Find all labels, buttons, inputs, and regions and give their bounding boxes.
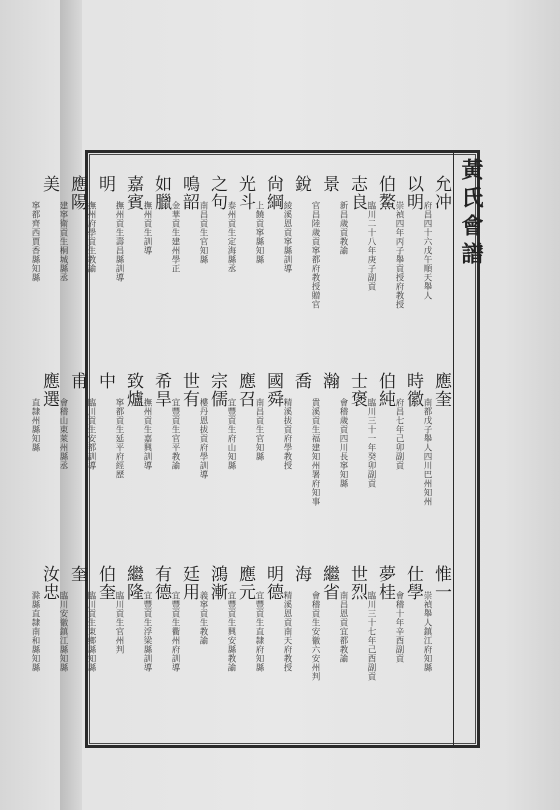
entry-name: 如臘: [151, 175, 171, 211]
register-entry: [86, 565, 114, 740]
entry-name: 應召: [235, 372, 255, 408]
entry-name: 光斗: [235, 175, 255, 211]
entry-description: 寧都貢生延平府經歷: [114, 398, 124, 479]
register-entry: [198, 565, 226, 740]
entry-description: 府昌四十六戊午順天舉人: [422, 201, 432, 300]
register-entry: [310, 565, 338, 740]
entry-description: 崇禎四年丙子舉貢授府教授: [394, 201, 404, 309]
entry-description: 撫州貢生壽昌縣訓導: [114, 201, 124, 282]
entry-description: 貴溪貢生福建知州署府知事: [310, 398, 320, 506]
register-entry: [366, 372, 394, 547]
entry-description: 精溪拔貢府學教授: [282, 398, 292, 470]
entry-name: 應元: [235, 565, 255, 601]
register-entry: [226, 372, 254, 547]
entry-name: 之句: [207, 175, 227, 211]
register-entry: [282, 372, 310, 547]
entry-description: 臨川二十八年庚子副貢: [366, 201, 376, 291]
register-entry: [338, 372, 366, 547]
entry-name: 夢桂: [375, 565, 395, 601]
register-entry: [86, 175, 114, 350]
entry-description: 臨川三十七年己酉副貢: [366, 591, 376, 681]
entry-name: 以明: [403, 175, 423, 211]
entry-name: 繼隆: [123, 565, 143, 601]
entry-name: 汝忠: [39, 565, 59, 601]
entry-name: 致爐: [123, 372, 143, 408]
entry-description: 崇禎舉人鎮江府知縣: [422, 591, 432, 672]
entry-description: 府昌七年己卯副貢: [394, 398, 404, 470]
entry-name: 鳴韶: [179, 175, 199, 211]
entry-description: 撫州貢生訓導: [142, 201, 152, 255]
entry-description: 南都戊子舉人四川巴州知州: [422, 398, 432, 506]
register-entry: [198, 372, 226, 547]
entry-name: 應奎: [431, 372, 451, 408]
entry-description: 會稽十年辛酉副貢: [394, 591, 404, 663]
entry-description: 南昌貢生官知縣: [198, 201, 208, 264]
entry-description: 新昌歲貢教諭: [338, 201, 348, 255]
entry-description: 寧都齊西賈香縣知縣: [30, 201, 40, 282]
entry-description: 宜豐貢生官平教諭: [170, 398, 180, 470]
register-entry: [422, 565, 450, 740]
entry-name: 世有: [179, 372, 199, 408]
entry-name: 奎: [67, 565, 87, 583]
register-entry: [170, 175, 198, 350]
entry-name: 喬: [291, 372, 311, 390]
register-tier-3: [30, 565, 451, 740]
entry-name: 銳: [291, 175, 311, 193]
register-entry: [170, 565, 198, 740]
entry-description: 臨川三十一年癸卯副貢: [366, 398, 376, 488]
entry-description: 泰州貢生定海縣丞: [226, 201, 236, 273]
entry-description: 南昌貢生官知縣: [254, 398, 264, 461]
entry-description: 會稽山東萊州縣丞: [58, 398, 68, 470]
entry-name: 伯奎: [95, 565, 115, 601]
register-entry: [58, 372, 86, 547]
entry-name: 甫: [67, 372, 87, 390]
register-entry: [58, 175, 86, 350]
entry-name: 繼省: [319, 565, 339, 601]
register-tier-2: [30, 372, 451, 547]
entry-name: 希旱: [151, 372, 171, 408]
register-entry: [142, 372, 170, 547]
register-entry: [114, 372, 142, 547]
entry-name: 尙綱: [263, 175, 283, 211]
register-entry: [394, 372, 422, 547]
register-entry: [254, 372, 282, 547]
spine-title: 黃氏會譜: [458, 158, 484, 270]
entry-name: 嘉賓: [123, 175, 143, 211]
register-entry: [422, 372, 450, 547]
register-entry: [310, 175, 338, 350]
entry-description: 宜豐貢生府山知縣: [226, 398, 236, 470]
entry-description: 撫州貢生嘉興訓導: [142, 398, 152, 470]
entry-name: 士褒: [347, 372, 367, 408]
entry-description: 臨川安徽鎮江縣知縣: [58, 591, 68, 672]
entry-description: 臨川貢生東鄉縣知縣: [86, 591, 96, 672]
entry-name: 美: [39, 175, 59, 193]
entry-name: 鴻漸: [207, 565, 227, 601]
register-entry: [114, 565, 142, 740]
entry-name: 時徽: [403, 372, 423, 408]
entry-name: 景: [319, 175, 339, 193]
entry-description: 官昌陸歲貢寧都府教授贈官: [310, 201, 320, 309]
entry-description: 臨川貢生安都訓導: [86, 398, 96, 470]
entry-name: 伯純: [375, 372, 395, 408]
entry-name: 惟一: [431, 565, 451, 601]
register-entry: [394, 175, 422, 350]
register-entry: [310, 372, 338, 547]
entry-name: 瀚: [319, 372, 339, 390]
entry-description: 撫州府學貢生教諭: [86, 201, 96, 273]
entry-name: 允冲: [431, 175, 451, 211]
register-entry: [170, 372, 198, 547]
entry-name: 應陽: [67, 175, 87, 211]
entry-name: 中: [95, 372, 115, 390]
register-entry: [142, 175, 170, 350]
entry-description: 宜豐貢生直隸府知縣: [254, 591, 264, 672]
register-entry: [338, 175, 366, 350]
entry-name: 國舜: [263, 372, 283, 408]
entry-description: 會稽貢生安徽六安州判: [310, 591, 320, 681]
register-entry: [226, 565, 254, 740]
entry-description: 綾溪恩貢寧縣訓導: [282, 201, 292, 273]
entry-description: 會稽歲貢四川長寧知縣: [338, 398, 348, 488]
entry-description: 宜豐貢生衢州府訓導: [170, 591, 180, 672]
register-entry: [226, 175, 254, 350]
register-entry: [30, 372, 58, 547]
entry-description: 義寧貢生教諭: [198, 591, 208, 645]
register-entry: [30, 175, 58, 350]
register-entry: [254, 565, 282, 740]
register-entry: [30, 565, 58, 740]
entry-description: 直隸州縣知縣: [30, 398, 40, 452]
register-entry: [422, 175, 450, 350]
register-entry: [338, 565, 366, 740]
entry-name: 有德: [151, 565, 171, 601]
entry-description: 上饒貢寧縣知縣: [254, 201, 264, 264]
entry-description: 宜豐貢生浮梁縣訓導: [142, 591, 152, 672]
entry-name: 世烈: [347, 565, 367, 601]
entry-name: 伯鰲: [375, 175, 395, 211]
register-tier-1: [30, 175, 451, 350]
entry-name: 廷用: [179, 565, 199, 601]
entry-name: 志良: [347, 175, 367, 211]
entry-description: 樓丹恩拔貢府學訓導: [198, 398, 208, 479]
entry-description: 精溪恩貢南天府教授: [282, 591, 292, 672]
entry-description: 滁縣直隸南和縣知縣: [30, 591, 40, 672]
entry-description: 南昌恩貢宜都教諭: [338, 591, 348, 663]
entry-name: 仕學: [403, 565, 423, 601]
entry-description: 建寧衛貢生桐城縣丞: [58, 201, 68, 282]
entry-name: 明德: [263, 565, 283, 601]
register-entry: [114, 175, 142, 350]
register-entry: [86, 372, 114, 547]
entry-name: 海: [291, 565, 311, 583]
register-entry: [142, 565, 170, 740]
entry-description: 宜豐貢生興安縣教諭: [226, 591, 236, 672]
entry-name: 明: [95, 175, 115, 193]
entry-description: 臨川貢生官州判: [114, 591, 124, 654]
register-entry: [366, 565, 394, 740]
entry-name: 應選: [39, 372, 59, 408]
register-entry: [198, 175, 226, 350]
entry-description: 金華貢生建州學正: [170, 201, 180, 273]
register-entry: [282, 565, 310, 740]
register-entry: [58, 565, 86, 740]
entry-name: 宗儒: [207, 372, 227, 408]
register-entry: [366, 175, 394, 350]
register-entry: [282, 175, 310, 350]
register-entry: [254, 175, 282, 350]
register-entry: [394, 565, 422, 740]
